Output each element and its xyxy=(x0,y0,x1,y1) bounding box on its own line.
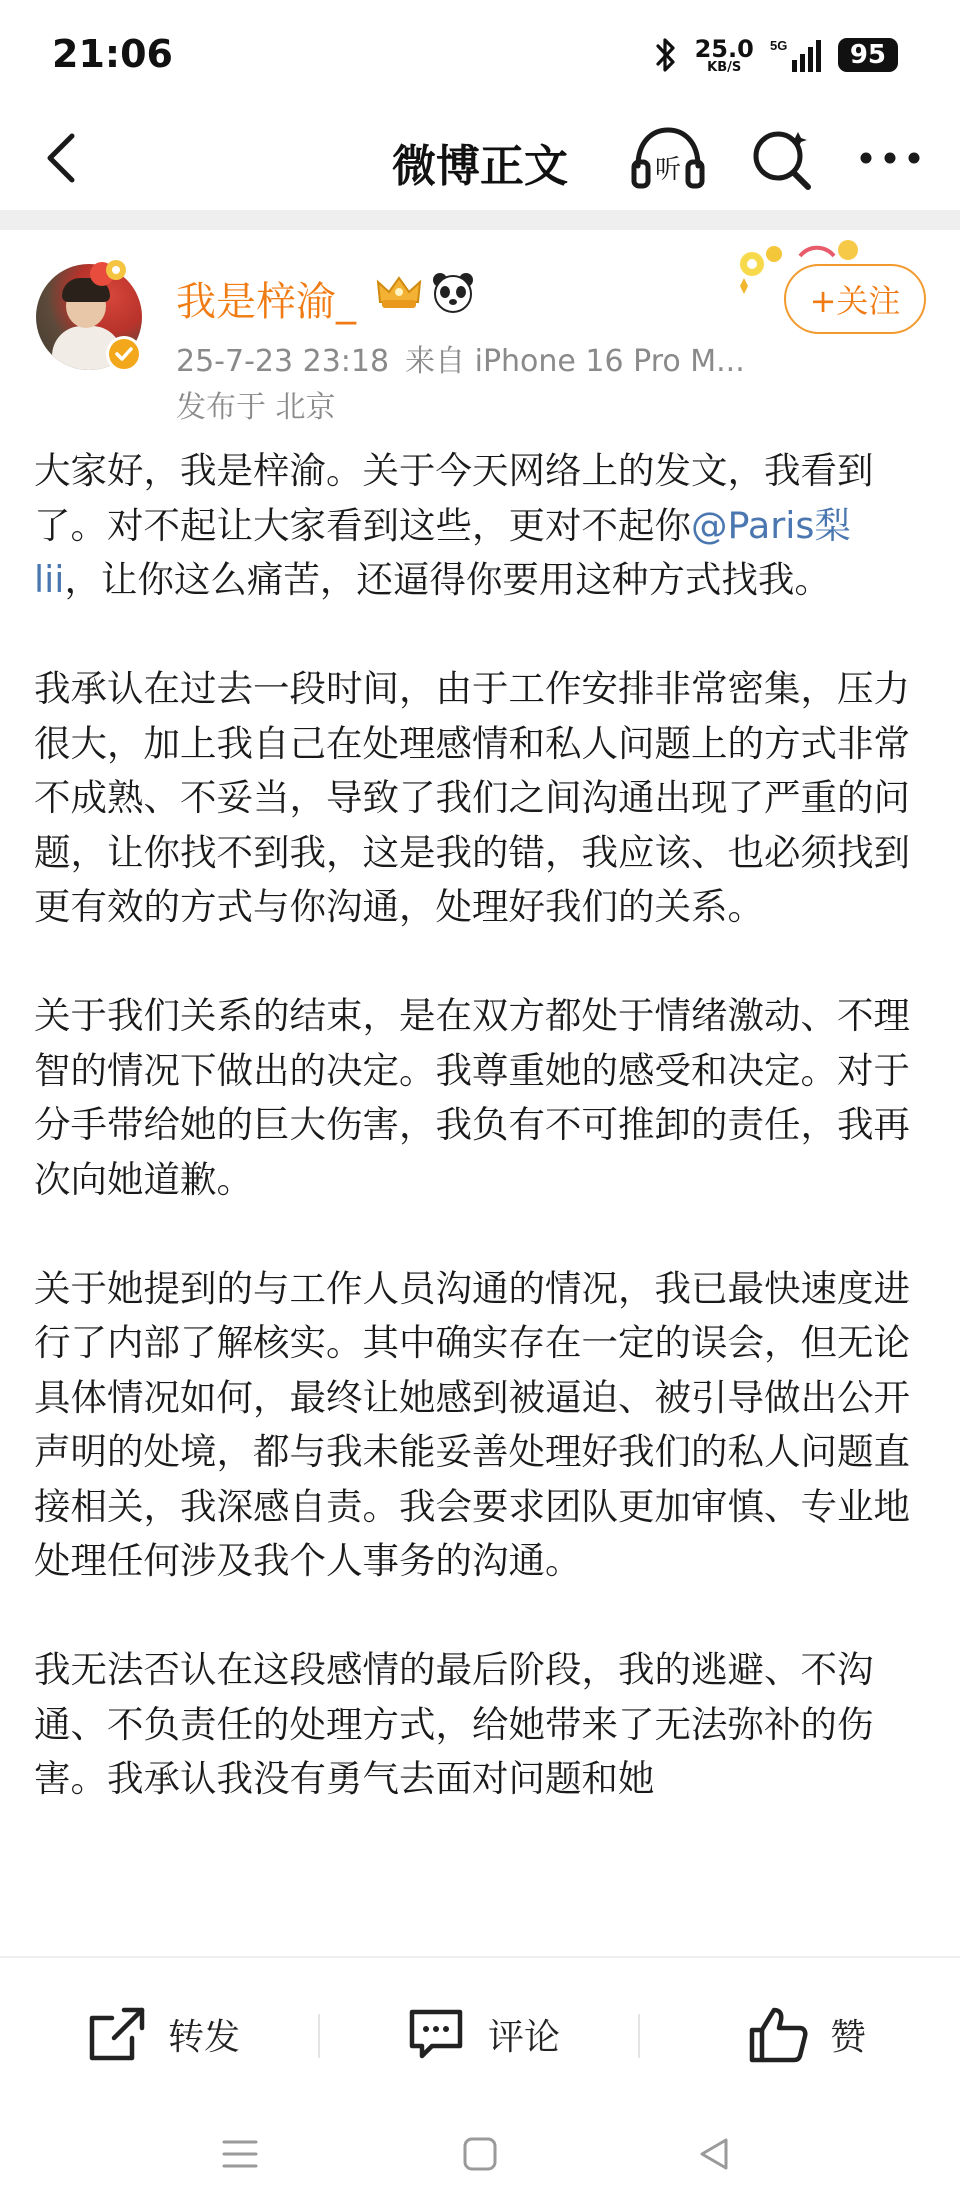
post-paragraph-2: 我承认在过去一段时间，由于工作安排非常密集，压力很大，加上我自己在处理感情和私人问题上的方式非常不成熟、不妥当，导致了我们之间沟通出现了严重的问题，让你找不到我，这是我的错，我应该、也必须找到更有效的方式与你沟通，处理好我们的关系。 xyxy=(34,667,910,928)
follow-button[interactable]: +关注 xyxy=(784,264,926,334)
comment-label: 评论 xyxy=(488,2016,561,2058)
listen-label: 听 xyxy=(654,155,682,185)
listen-icon[interactable] xyxy=(628,120,708,196)
svg-text:5G: 5G xyxy=(769,38,788,53)
post-location: 发布于 北京 xyxy=(176,390,336,425)
search-icon[interactable] xyxy=(744,120,820,196)
action-divider xyxy=(318,2014,320,2058)
post-paragraph-3: 关于我们关系的结束，是在双方都处于情绪激动、不理智的情况下做出的决定。我尊重她的感受和决定。对于分手带给她的巨大伤害，我负有不可推卸的责任，我再次向她道歉。 xyxy=(34,994,910,1201)
repost-label: 转发 xyxy=(168,2016,241,2058)
action-bar xyxy=(0,1956,960,2106)
post-paragraph-1: 大家好，我是梓渝。关于今天网络上的发文，我看到了。对不起让大家看到这些，更对不起你@Paris梨lii，让你这么痛苦，还逼得你要用这种方式找我。 xyxy=(34,449,874,601)
repost-icon xyxy=(84,2002,148,2066)
verified-badge xyxy=(106,336,142,372)
like-button[interactable] xyxy=(746,2002,866,2066)
username[interactable]: 我是梓渝_ xyxy=(176,279,356,325)
like-icon xyxy=(746,2002,810,2066)
section-divider xyxy=(0,210,960,230)
post-paragraph-4: 关于她提到的与工作人员沟通的情况，我已最快速度进行了内部了解核实。其中确实存在一定的误会，但无论具体情况如何，最终让她感到被逼迫、被引导做出公开声明的处境，都与我未能妥善处理好我们的私人问题直接相关，我深感自责。我会要求团队更加审慎、专业地处理任何涉及我个人事务的沟通。 xyxy=(34,1266,910,1582)
network-speed-unit: KB/S xyxy=(707,59,742,75)
post-source: 来自 iPhone 16 Pro M... xyxy=(405,344,745,379)
network-speed xyxy=(694,34,754,75)
system-back-icon[interactable] xyxy=(692,2132,736,2176)
action-divider xyxy=(638,2014,640,2058)
recent-apps-icon[interactable] xyxy=(218,2132,262,2176)
vip-crown-icon xyxy=(374,272,424,312)
comment-icon xyxy=(404,2002,468,2066)
system-nav-bar xyxy=(0,2106,960,2203)
mention-link[interactable]: @Paris梨lii xyxy=(34,503,851,601)
repost-button[interactable] xyxy=(84,2002,240,2066)
verified-check-icon xyxy=(109,339,139,369)
status-indicators xyxy=(653,32,898,78)
network-speed-value: 25.0 xyxy=(694,34,754,63)
status-bar xyxy=(0,0,960,110)
nav-bar xyxy=(0,110,960,206)
avatar-pendant-icon xyxy=(84,256,130,290)
signal-icon xyxy=(770,36,822,74)
home-icon[interactable] xyxy=(458,2132,502,2176)
status-time: 21:06 xyxy=(52,32,173,76)
bluetooth-icon xyxy=(653,36,679,74)
page-title: 微博正文 xyxy=(392,141,568,192)
post-datetime: 25-7-23 23:18 xyxy=(176,344,390,379)
post-meta xyxy=(176,336,745,380)
post-content xyxy=(34,444,914,1954)
post-paragraph-5: 我无法否认在这段感情的最后阶段，我的逃避、不沟通、不负责任的处理方式，给她带来了无法弥补的伤害。我承认我没有勇气去面对问题和她 xyxy=(34,1648,874,1800)
battery-indicator: 95 xyxy=(838,38,898,73)
more-icon[interactable] xyxy=(850,120,930,196)
panda-icon xyxy=(430,270,476,314)
comment-button[interactable] xyxy=(404,2002,560,2066)
like-label: 赞 xyxy=(830,2016,867,2058)
